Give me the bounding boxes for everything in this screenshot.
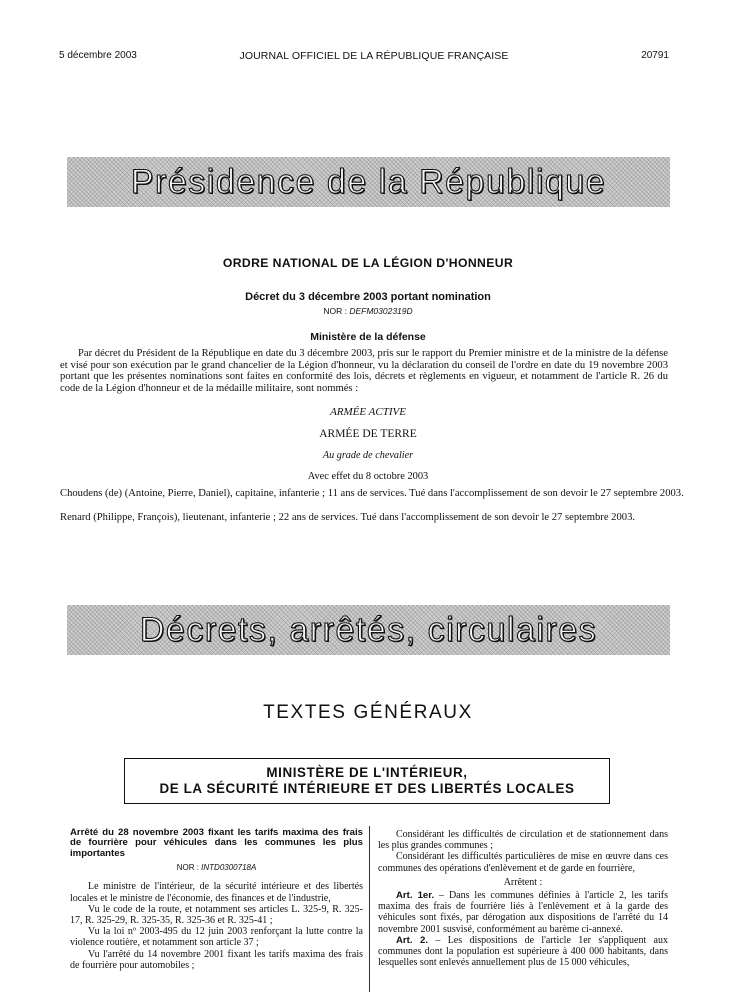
left-column [70, 828, 363, 971]
effect-date: Avec effet du 8 octobre 2003 [307, 471, 429, 482]
visa-paragraph: Le ministre de l'intérieur, de la sécurité intérieure et des libertés locales et le ministre de l'économie, des finances et de l'industrie, [70, 881, 363, 904]
article-1-label: Art. 1er. [396, 890, 435, 902]
grade: Au grade de chevalier [322, 450, 414, 461]
visa-paragraph: Vu l'arrêté du 14 novembre 2001 fixant les tarifs maxima des frais de fourrière pour automobiles ; [70, 948, 363, 971]
visa-paragraph: Vu la loi nº 2003-495 du 12 juin 2003 renforçant la lutte contre la violence routière, et notamment son article 37 ; [70, 926, 363, 949]
article-2-text: – Les dispositions de l'article 1er s'appliquent aux communes dont la population est supérieure à 400 000 habitants, dans lesquelles sont enlevés annuellement plus de 15 000 véhicules, [378, 934, 668, 969]
section-title: TEXTES GÉNÉRAUX [263, 702, 473, 723]
page-number: 20791 [641, 50, 669, 61]
article-1 [378, 890, 668, 935]
nor-label: NOR : [323, 306, 347, 316]
article-2-label: Art. 2. [396, 934, 429, 946]
person-entry: Choudens (de) (Antoine, Pierre, Daniel), capitaine, infanterie ; 11 ans de services. Tué dans l'accomplissement de son devoir le 27 septembre 2003. [60, 488, 684, 499]
ministry-box-line1: MINISTÈRE DE L'INTÉRIEUR, [266, 765, 468, 780]
arrete-nor-label: NOR : [176, 863, 199, 873]
decree-title: Décret du 3 décembre 2003 portant nomination [245, 291, 491, 303]
presidence-banner [67, 157, 670, 207]
ministry-name: Ministère de la défense [310, 331, 426, 343]
nor-code: DEFM0302319D [349, 306, 413, 316]
arretent: Arrêtent : [503, 876, 543, 888]
arrete-title: Arrêté du 28 novembre 2003 fixant les tarifs maxima des frais de fourrière pour véhicules dans les communes les plus importantes [70, 827, 363, 859]
person-entry: Renard (Philippe, François), lieutenant, infanterie ; 22 ans de services. Tué dans l'accomplissement de son devoir le 27 septembre 2003. [60, 512, 636, 523]
header-date: 5 décembre 2003 [59, 50, 137, 61]
article-1-text: – Dans les communes définies à l'article 2, les tarifs maxima des frais de fourrière liés à l'enlèvement et à la garde des véhicules sont fixés, par dérogation aux dispositions de l'arrêté du 14 novembre 2001 susvisé, conformément au barème ci-annexé. [378, 890, 668, 935]
column-divider [369, 826, 370, 992]
journal-title: JOURNAL OFFICIEL DE LA RÉPUBLIQUE FRANÇAISE [239, 50, 509, 62]
order-title: ORDRE NATIONAL DE LA LÉGION D'HONNEUR [222, 256, 514, 270]
considerant-paragraph: Considérant les difficultés particulières de mise en œuvre dans ces communes des opérations d'enlèvement et de garde en fourrière, [378, 851, 668, 874]
army-active: ARMÉE ACTIVE [330, 406, 406, 418]
arrete-nor [70, 862, 363, 873]
considerant-paragraph: Considérant les difficultés de circulation et de stationnement dans les plus grandes communes ; [378, 829, 668, 852]
presidence-banner-text: Présidence de la République [130, 162, 607, 201]
ministry-box [124, 758, 610, 804]
right-column [378, 829, 668, 968]
decree-intro: Par décret du Président de la République en date du 3 décembre 2003, pris sur le rapport du Premier ministre et de la ministre de la défense et visé pour son exécution par le grand chancelier de la Légion d'honneur, vu la déclaration du conseil de l'ordre en date du 19 novembre 2003 portant que les présentes nominations sont faites en conformité des lois, décrets et règlements en vigueur, et notamment de l'article R. 26 du code de la Légion d'honneur et de la médaille militaire, sont nommés : [60, 348, 668, 394]
decree-nor [60, 306, 676, 316]
ministry-box-line2: DE LA SÉCURITÉ INTÉRIEURE ET DES LIBERTÉS LOCALES [159, 781, 575, 796]
decrets-banner [67, 605, 670, 655]
army-land: ARMÉE DE TERRE [319, 428, 417, 440]
arrete-nor-code: INTD0300718A [201, 863, 257, 873]
visa-paragraph: Vu le code de la route, et notamment ses articles L. 325-9, R. 325-17, R. 325-29, R. 325-35, R. 325-36 et R. 325-41 ; [70, 903, 363, 927]
decrets-banner-text: Décrets, arrêtés, circulaires [139, 610, 598, 649]
article-2 [378, 935, 668, 969]
